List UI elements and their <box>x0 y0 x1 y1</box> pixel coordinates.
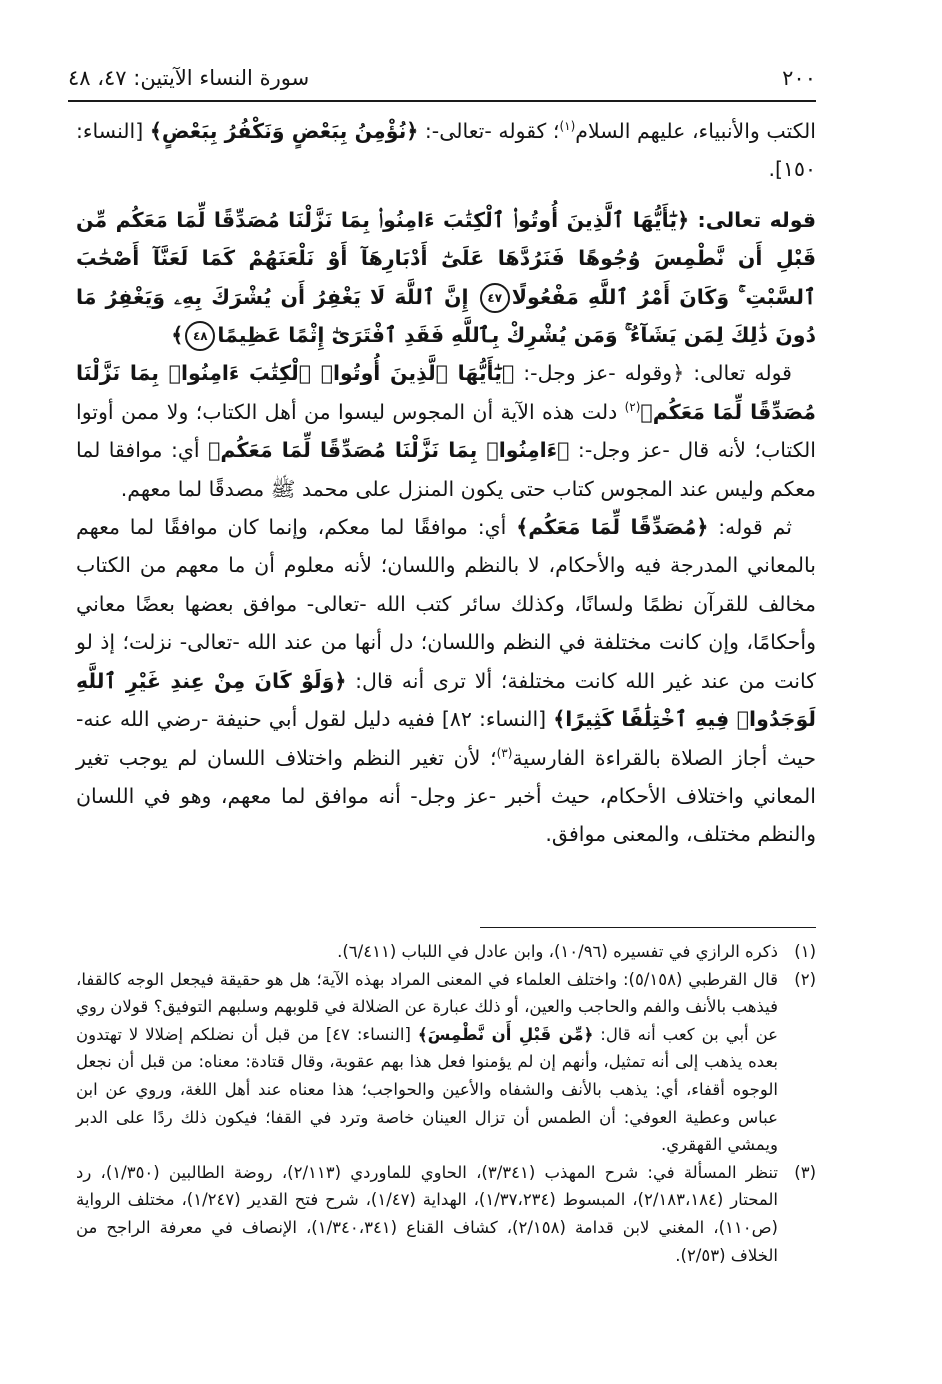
header-divider <box>68 100 816 102</box>
footnote-2 <box>76 966 816 1159</box>
footnote-3 <box>76 1159 816 1269</box>
quran-quote: ﴿مُصَدِّقًا لِّمَا مَعَكُم﴾ <box>516 515 709 540</box>
footnote-number: (١) <box>794 942 816 961</box>
quran-verse-47: ﴿يَٰٓأَيُّهَا ٱلَّذِينَ أُوتُوا۟ ٱلْكِتَٰبَ ءَامِنُوا۟ بِمَا نَزَّلْنَا مُصَدِّقًا لِّمَا مَعَكُم مِّن قَبْلِ أَن نَّطْمِسَ وُجُوهًا فَنَرُدَّهَا عَلَىٰٓ أَدْبَارِهَآ أَوْ نَلْعَنَهُمْ كَمَا لَعَنَّآ أَصْحَٰبَ ٱلسَّبْتِ ۚ وَكَانَ أَمْرُ ٱللَّهِ مَفْعُولًا <box>76 207 816 309</box>
paragraph-1: الكتب والأنبياء، عليهم السلام$^{(١)}$؛ كقوله -تعالى-: ﴿نُؤْمِنُ بِبَعْضٍ وَنَكْفُرُ بِبَعْضٍ﴾ [النساء: ١٥٠]. <box>76 119 816 182</box>
verse-number-badge: ٤٨ <box>185 321 215 351</box>
paragraph-3: قوله تعالى: ﴿وقوله -عز وجل-: ﴿يَٰٓأَيُّهَا ٱلَّذِينَ أُوتُوا۟ ٱلْكِتَٰبَ ءَامِنُوا۟ بِمَا نَزَّلْنَا مُصَدِّقًا لِّمَا مَعَكُم﴾$^{(٢)}$ دلت هذه الآية أن المجوس ليسوا من أهل الكتاب؛ ولا ممن أوتوا الكتاب؛ لأنه قال -عز وجل-: ﴿ءَامِنُوا۟ بِمَا نَزَّلْنَا مُصَدِّقًا لِّمَا مَعَكُم﴾ أي: موافقا لما معكم وليس عند المجوس كتاب حتى يكون المنزل على محمد ﷺ مصدقًا لما معهم. <box>76 361 816 501</box>
verse-label: قوله تعالى: <box>689 207 816 232</box>
page-number: ٢٠٠ <box>782 66 816 90</box>
quran-verse-48: إِنَّ ٱللَّهَ لَا يَغْفِرُ أَن يُشْرَكَ بِهِۦ وَيَغْفِرُ مَا دُونَ ذَٰلِكَ لِمَن يَشَآءُ ۚ وَمَن يُشْرِكْ بِٱللَّهِ فَقَدِ ٱفْتَرَىٰٓ إِثْمًا عَظِيمًا <box>76 284 816 348</box>
paragraph-2-verse: قوله تعالى: ﴿يَٰٓأَيُّهَا ٱلَّذِينَ أُوتُوا۟ ٱلْكِتَٰبَ ءَامِنُوا۟ بِمَا نَزَّلْنَا مُصَدِّقًا لِّمَا مَعَكُم مِّن قَبْلِ أَن نَّطْمِسَ وُجُوهًا فَنَرُدَّهَا عَلَىٰٓ أَدْبَارِهَآ أَوْ نَلْعَنَهُمْ كَمَا لَعَنَّآ أَصْحَٰبَ ٱلسَّبْتِ ۚ وَكَانَ أَمْرُ ٱللَّهِ مَفْعُولًا٤٧ إِنَّ ٱللَّهَ لَا يَغْفِرُ أَن يُشْرَكَ بِهِۦ وَيَغْفِرُ مَا دُونَ ذَٰلِكَ لِمَن يَشَآءُ ۚ وَمَن يُشْرِكْ بِٱللَّهِ فَقَدِ ٱفْتَرَىٰٓ إِثْمًا عَظِيمًا٤٨﴾ <box>76 201 816 355</box>
verse-number-badge: ٤٧ <box>480 283 510 313</box>
paragraph-4: ثم قوله: ﴿مُصَدِّقًا لِّمَا مَعَكُم﴾ أي: موافقًا لما معكم، وإنما كان موافقًا لما معهم بالمعاني المدرجة فيه والأحكام، لا بالنظم واللسان؛ لأنه معلوم أن ما معهم من الكتاب مخالف للقرآن نظمًا ولسانًا، وكذلك سائر كتب الله -تعالى- موافق بعضها بعضًا معاني وأحكامًا، وإن كانت مختلفة في النظم واللسان؛ دل أنها من عند الله -تعالى- نزلت؛ إذ لو كانت من عند غير الله كانت مختلفة؛ ألا ترى أنه قال: ﴿وَلَوْ كَانَ مِنْ عِندِ غَيْرِ ٱللَّهِ لَوَجَدُوا۟ فِيهِ ٱخْتِلَٰفًا كَثِيرًا﴾ [النساء: ٨٢] ففيه دليل لقول أبي حنيفة -رضي الله عنه- حيث أجاز الصلاة بالقراءة الفارسية$^{(٣)}$؛ لأن تغير النظم واختلاف اللسان لم يوجب تغير المعاني واختلاف الأحكام، حيث أخبر -عز وجل- أنه موافق لما معهم، وهو في اللسان والنظم مختلف، والمعنى موافق. <box>76 515 816 847</box>
footnotes <box>76 938 816 1269</box>
footnote-text: تنظر المسألة في: شرح المهذب (٣/٣٤١)، الحاوي للماوردي (٢/١١٣)، روضة الطالبين (١/٣٥٠)، رد المحتار (٢/١٨٣،١٨٤)، المبسوط (١/٣٧،٢٣٤)، الهداية (١/٤٧)، شرح فتح القدير (١/٢٤٧)، مختلف الرواية (ص١١٠)، المغني لابن قدامة (٢/١٥٨)، كشاف القناع (١/٣٤٠،٣٤١)، الإنصاف في معرفة الراجح من الخلاف (٢/٥٣). <box>76 1162 778 1265</box>
footnote-number: (٢) <box>794 969 816 989</box>
running-title: سورة النساء الآيتين: ٤٧، ٤٨ <box>68 66 310 90</box>
footnote-ref-2: (٢) <box>624 400 641 415</box>
footnote-text: قال القرطبي (٥/١٥٨): واختلف العلماء في المعنى المراد بهذه الآية؛ هل هو حقيقة فيجعل الوجه كالقفا، فيذهب بالأنف والفم والحاجب والعين، أو ذلك عبارة عن الضلالة في قلوبهم وسلبهم التوفيق؟ قولان روي عن أبي بن كعب أنه قال: ﴿مِّن قَبْلِ أَن نَّطْمِسَ﴾ [النساء: ٤٧] من قبل أن نضلكم إضلالا لا تهتدون بعده يذهب إلى أنه تمثيل، وأنهم إن لم يؤمنوا فعل هذا بهم عقوبة، وقال قتادة: معناه: من قبل أن نجعل الوجوه أقفاء، أي: يذهب بالأنف والشفاه والأعين والحواجب؛ هذا معناه عند أهل اللغة، وروي عن ابن عباس وعطية العوفي: أن الطمس أن تزال العينان خاصة وترد في القفا؛ فيكون ذلك ردًا على الدبر ويمشي القهقري. <box>76 969 778 1155</box>
quran-quote: ﴿نُؤْمِنُ بِبَعْضٍ وَنَكْفُرُ بِبَعْضٍ﴾ <box>149 119 419 143</box>
footnote-text: ذكره الرازي في تفسيره (١٠/٩٦)، وابن عادل في اللباب (٦/٤١١). <box>337 942 778 961</box>
quran-quote: ﴿ءَامِنُوا۟ بِمَا نَزَّلْنَا مُصَدِّقًا لِّمَا مَعَكُم﴾ <box>208 438 570 463</box>
quran-quote: ﴿يَٰٓأَيُّهَا ٱلَّذِينَ أُوتُوا۟ ٱلْكِتَٰبَ ءَامِنُوا۟ بِمَا نَزَّلْنَا مُصَدِّقًا لِّمَا مَعَكُم﴾ <box>76 361 816 424</box>
main-text <box>76 112 816 854</box>
footnote-ref-3: (٣) <box>496 745 513 760</box>
footnote-number: (٣) <box>794 1162 816 1182</box>
quran-quote: ﴿وَلَوْ كَانَ مِنْ عِندِ غَيْرِ ٱللَّهِ لَوَجَدُوا۟ فِيهِ ٱخْتِلَٰفًا كَثِيرًا﴾ <box>76 668 816 732</box>
footnote-ref-1: (١) <box>559 119 576 134</box>
footnote-divider <box>480 927 816 928</box>
page-header <box>68 58 816 98</box>
quran-quote: ﴿مِّن قَبْلِ أَن نَّطْمِسَ﴾ <box>417 1024 594 1044</box>
footnote-1 <box>76 938 816 966</box>
